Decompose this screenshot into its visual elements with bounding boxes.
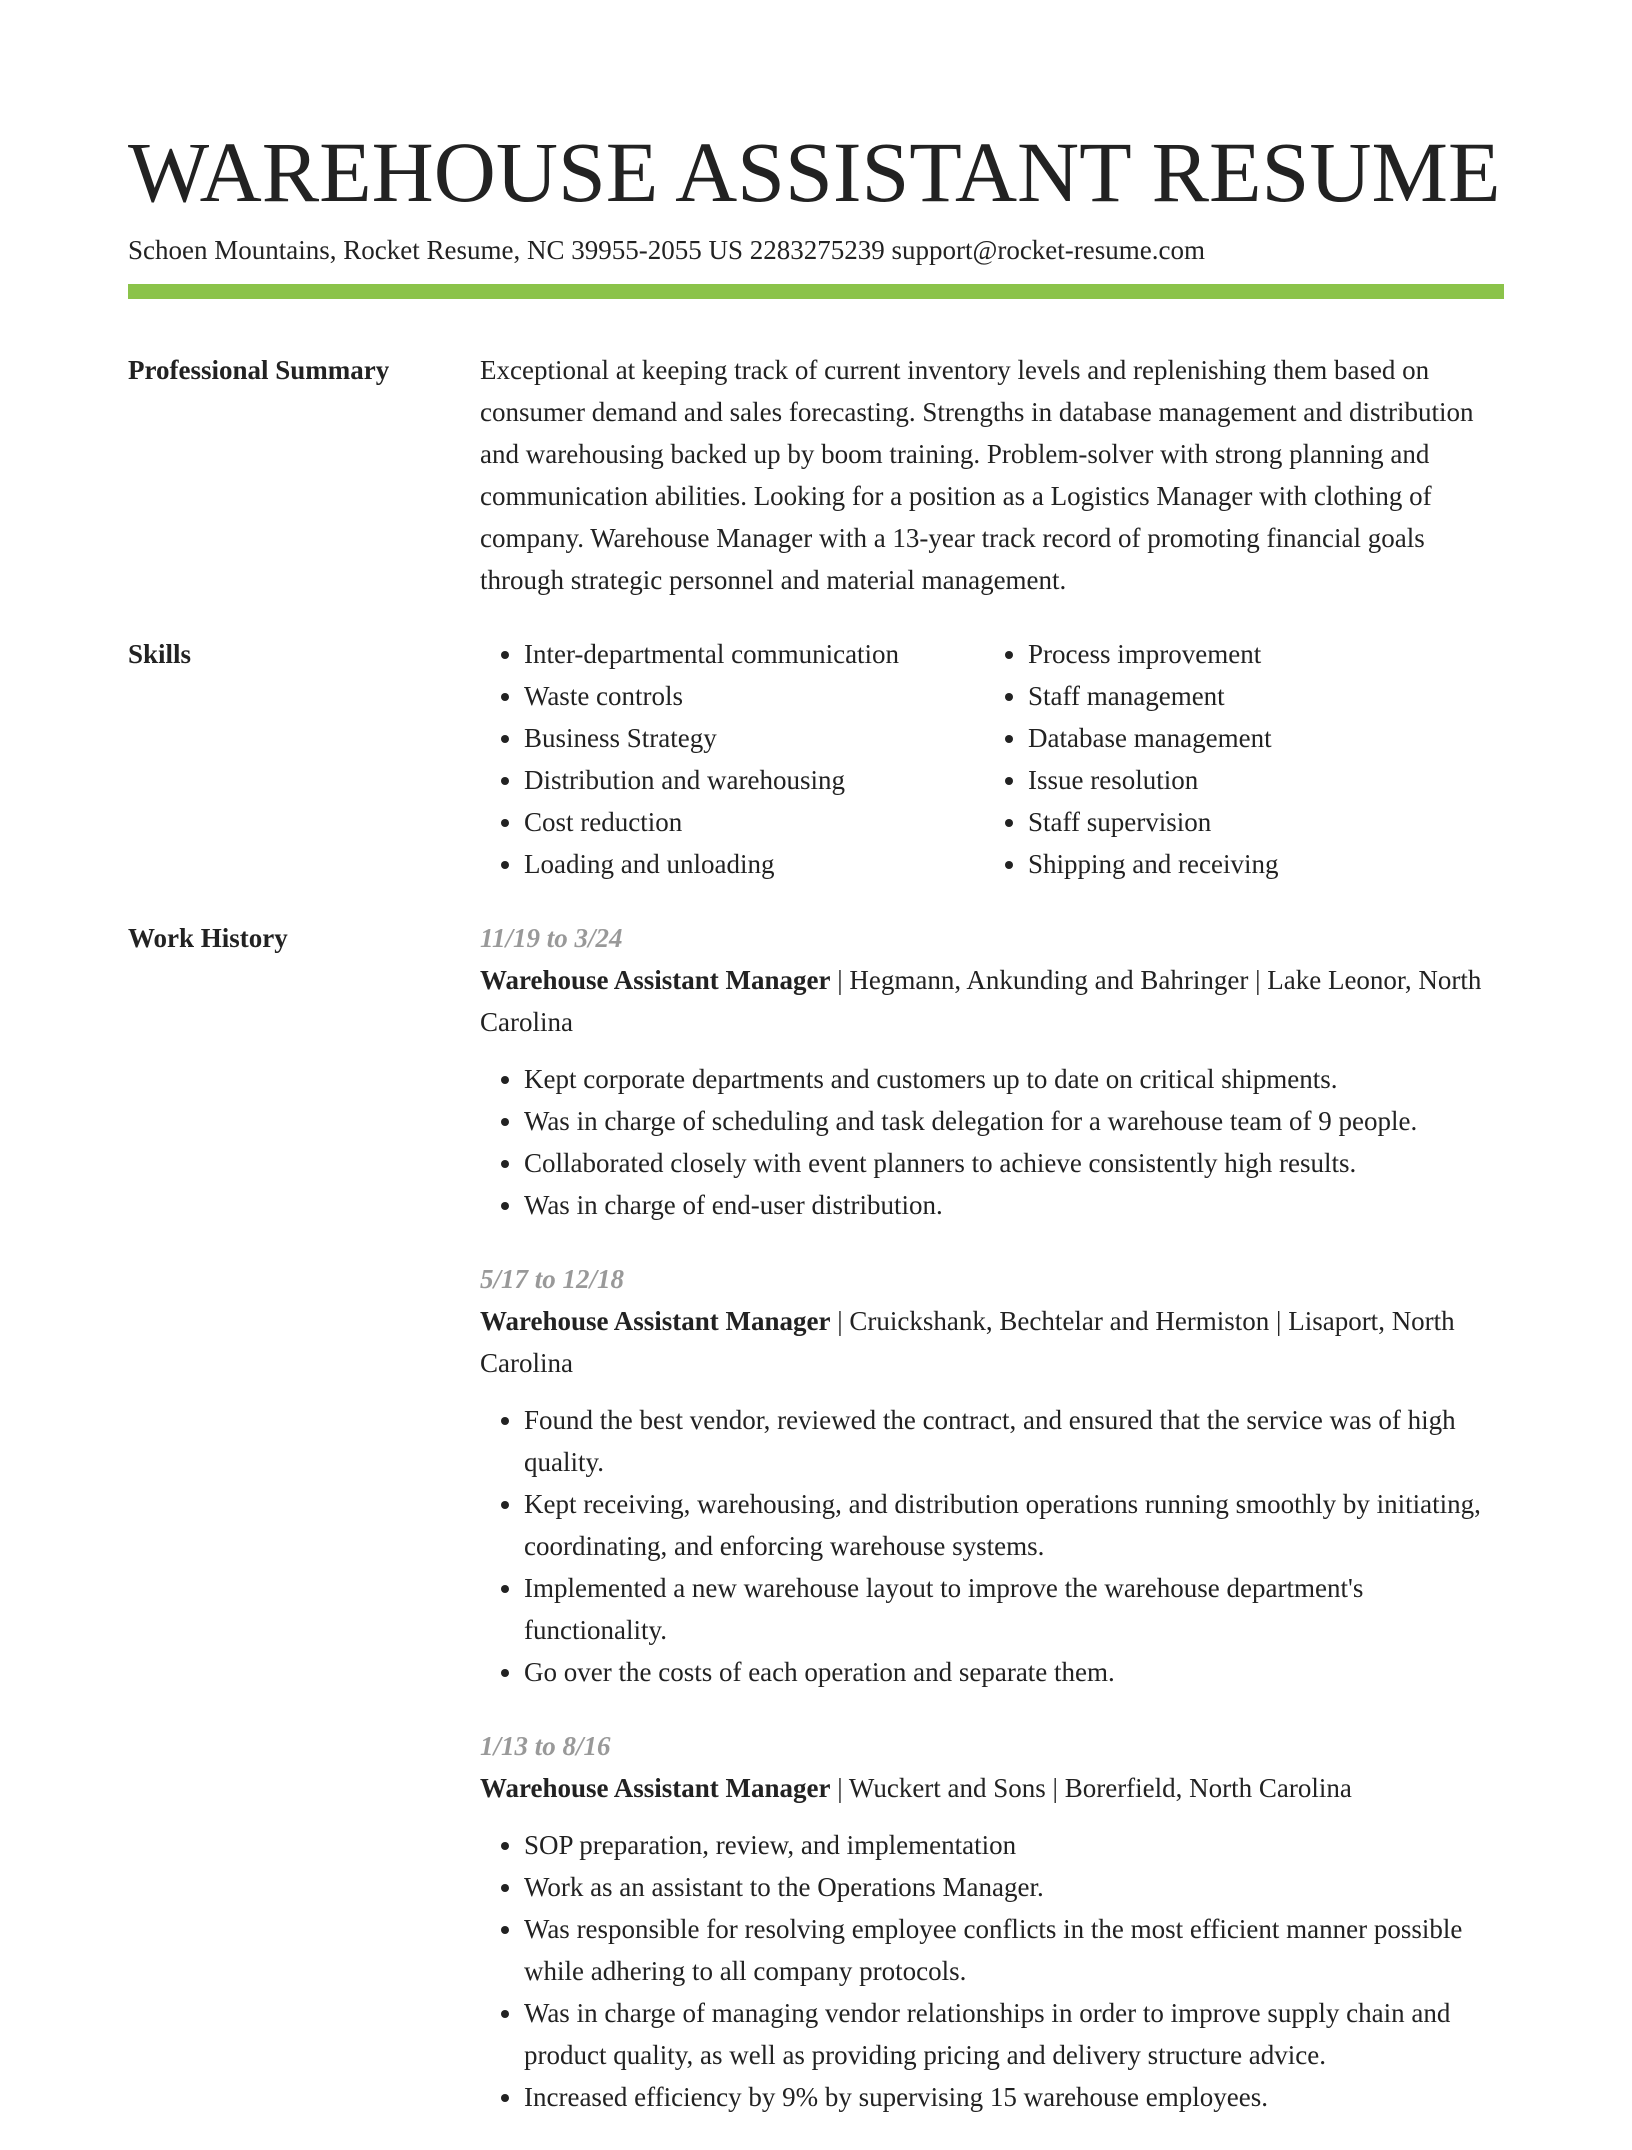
job-bullet: • SOP preparation, review, and implementation (524, 1824, 1504, 1866)
resume-title: WAREHOUSE ASSISTANT RESUME (128, 124, 1501, 220)
job-bullet: • Kept receiving, warehousing, and distribution operations running smoothly by initiating, coordinating, and enforcing warehouse systems. (524, 1483, 1504, 1567)
skill-item: • Database management (1028, 717, 1488, 759)
skills-section (128, 633, 1504, 885)
job-bullet: • Found the best vendor, reviewed the contract, and ensured that the service was of high quality. (524, 1399, 1504, 1483)
skill-item: • Issue resolution (1028, 759, 1488, 801)
job-bullet: • Collaborated closely with event planners to achieve consistently high results. (524, 1142, 1504, 1184)
skill-item: • Inter-departmental communication (524, 633, 984, 675)
skills-column-left (480, 633, 984, 885)
accent-divider (128, 284, 1504, 299)
job-entry (480, 1725, 1504, 2118)
job-details: | Wuckert and Sons | Borerfield, North Carolina (830, 1773, 1352, 1803)
job-details: | Cruickshank, Bechtelar and Hermiston | Lisaport, North Carolina (480, 1306, 1455, 1378)
skill-item: • Distribution and warehousing (524, 759, 984, 801)
job-bullet: • Implemented a new warehouse layout to improve the warehouse department's functionality. (524, 1567, 1504, 1651)
skills-body (480, 633, 1504, 885)
summary-body (480, 349, 1504, 601)
summary-text: Exceptional at keeping track of current inventory levels and replenishing them based on consumer demand and sales forecasting. Strengths in database management and distribution and warehousing backed up by boom training. Problem-solver with strong planning and communication abilities. Looking for a position as a Logistics Manager with clothing of company. Warehouse Manager with a 13-year track record of promoting financial goals through strategic personnel and material management. (480, 355, 1474, 595)
job-bullet: • Was in charge of managing vendor relationships in order to improve supply chain and product quality, as well as providing pricing and delivery structure advice. (524, 1992, 1504, 2076)
contact-line: Schoen Mountains, Rocket Resume, NC 39955-2055 US 2283275239 support@rocket-resume.com (128, 235, 1205, 265)
job-dates: 1/13 to 8/16 (480, 1731, 611, 1761)
job-bullets (480, 1058, 1504, 1226)
job-dates: 11/19 to 3/24 (480, 923, 623, 953)
work-history-section (128, 917, 1504, 2150)
skill-item: • Staff supervision (1028, 801, 1488, 843)
job-bullet: • Work as an assistant to the Operations Manager. (524, 1866, 1504, 1908)
job-title: Warehouse Assistant Manager (480, 1773, 831, 1803)
skill-item: • Business Strategy (524, 717, 984, 759)
job-dates: 5/17 to 12/18 (480, 1264, 625, 1294)
resume-page (128, 0, 1504, 2150)
work-history-body (480, 917, 1504, 2150)
job-heading (480, 1767, 1504, 1809)
skill-item: • Process improvement (1028, 633, 1488, 675)
job-bullets (480, 1399, 1504, 1693)
skills-list-right (984, 633, 1488, 885)
skills-list-left (480, 633, 984, 885)
work-history-heading: Work History (128, 923, 288, 953)
job-details: | Hegmann, Ankunding and Bahringer | Lake Leonor, North Carolina (480, 965, 1482, 1037)
job-bullet: • Increased efficiency by 9% by supervising 15 warehouse employees. (524, 2076, 1504, 2118)
skill-item: • Staff management (1028, 675, 1488, 717)
job-bullet: • Go over the costs of each operation and separate them. (524, 1651, 1504, 1693)
job-bullet: • Was in charge of scheduling and task delegation for a warehouse team of 9 people. (524, 1100, 1504, 1142)
job-bullet: • Kept corporate departments and customers up to date on critical shipments. (524, 1058, 1504, 1100)
skill-item: • Shipping and receiving (1028, 843, 1488, 885)
skills-heading: Skills (128, 639, 192, 669)
skill-item: • Waste controls (524, 675, 984, 717)
job-bullet: • Was responsible for resolving employee conflicts in the most efficient manner possible while adhering to all company protocols. (524, 1908, 1504, 1992)
summary-heading: Professional Summary (128, 355, 390, 385)
job-bullet: • Was in charge of end-user distribution. (524, 1184, 1504, 1226)
job-title: Warehouse Assistant Manager (480, 965, 831, 995)
skills-column-right (984, 633, 1488, 885)
job-entry (480, 917, 1504, 1226)
job-bullets (480, 1824, 1504, 2118)
summary-section (128, 349, 1504, 601)
job-heading (480, 1300, 1504, 1384)
skill-item: • Cost reduction (524, 801, 984, 843)
skill-item: • Loading and unloading (524, 843, 984, 885)
job-heading (480, 959, 1504, 1043)
job-entry (480, 1258, 1504, 1693)
job-title: Warehouse Assistant Manager (480, 1306, 831, 1336)
